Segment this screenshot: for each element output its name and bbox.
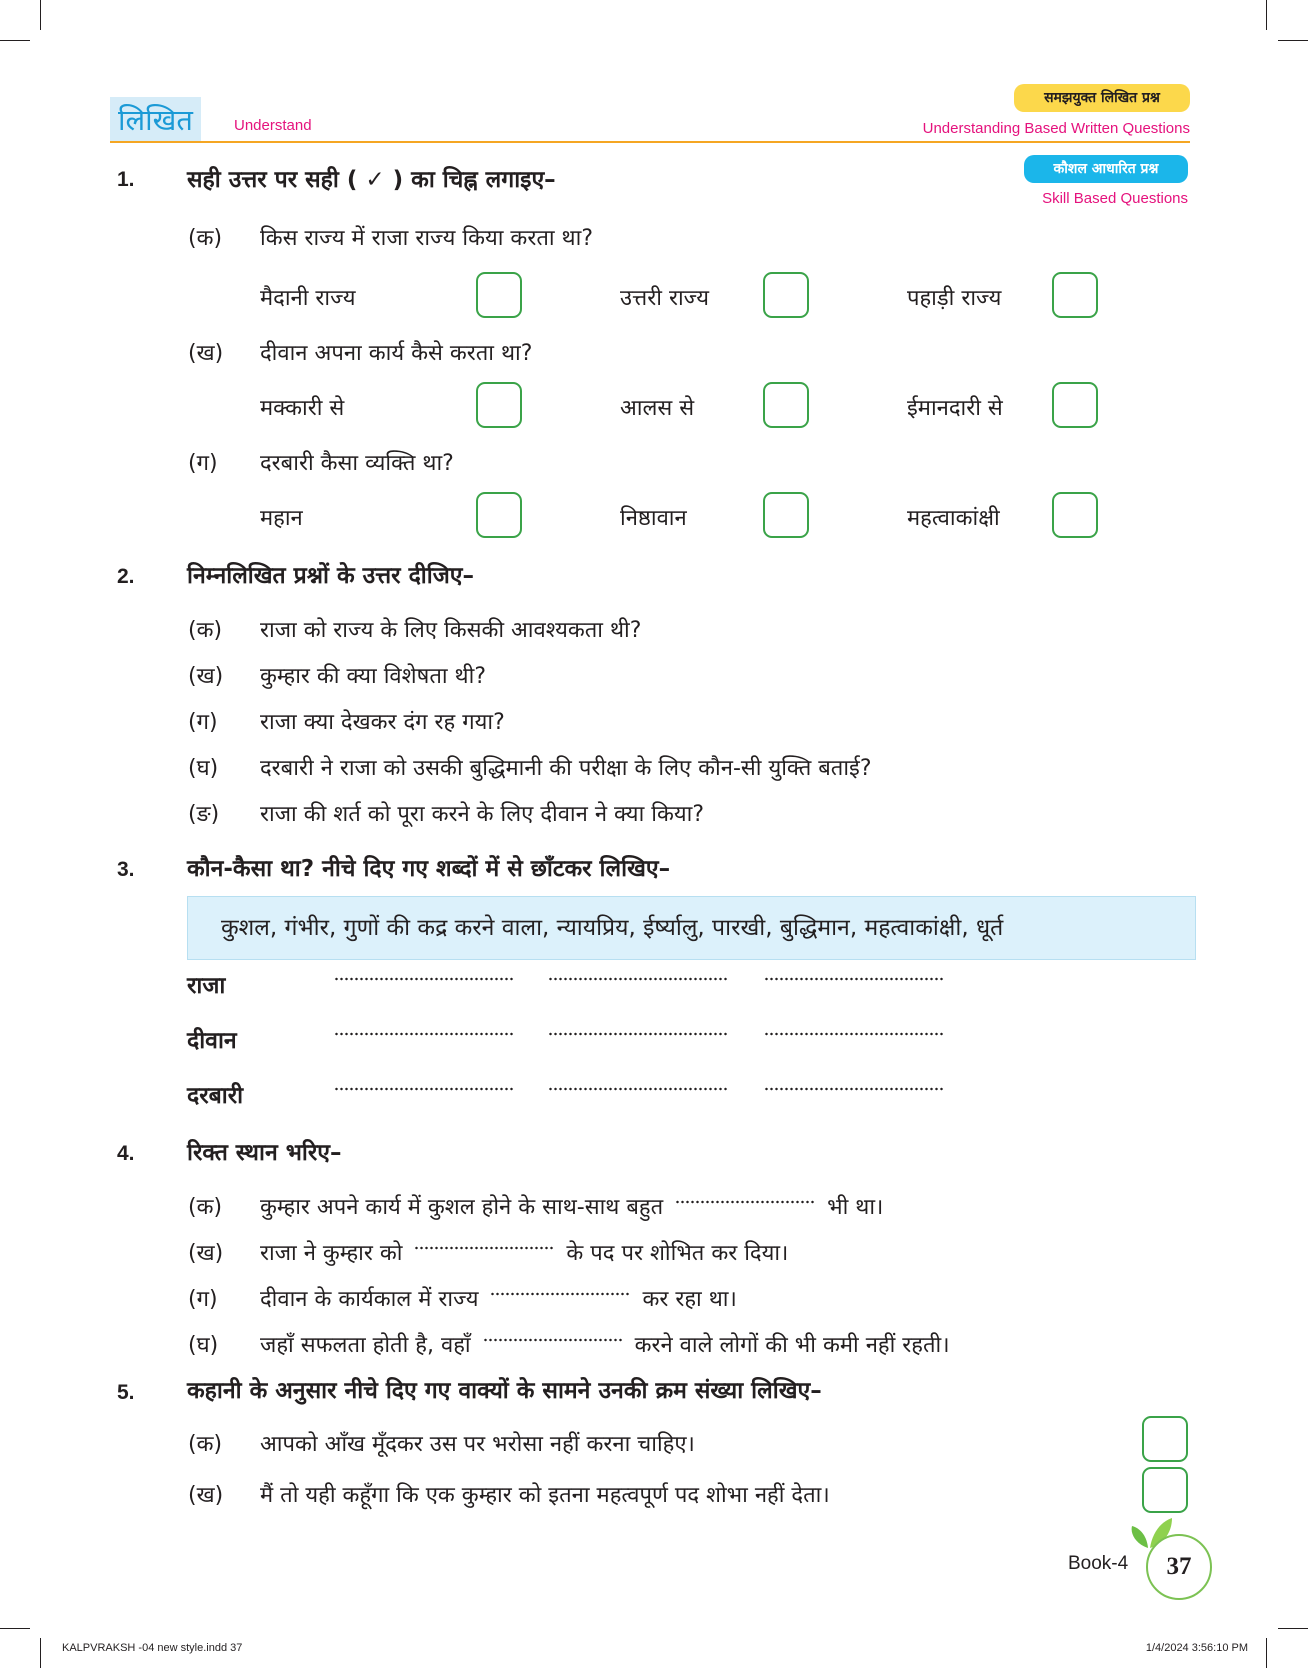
q5-title: कहानी के अनुसार नीचे दिए गए वाक्यों के सामने उनकी क्रम संख्या लिखिए– xyxy=(187,1378,822,1404)
answer-blank[interactable] xyxy=(764,1087,944,1091)
fill-blank[interactable] xyxy=(675,1200,815,1204)
q1-checkbox[interactable] xyxy=(763,382,809,428)
fill-blank[interactable] xyxy=(414,1246,554,1250)
slug-file: KALPVRAKSH -04 new style.indd 37 xyxy=(62,1642,243,1654)
q4-title: रिक्त स्थान भरिए– xyxy=(187,1140,342,1166)
crop-mark-top-left-h xyxy=(0,40,30,41)
q1-item-label: (ख) xyxy=(188,341,224,366)
crop-mark-bottom-left-v xyxy=(40,1638,41,1668)
answer-blank[interactable] xyxy=(334,1032,514,1036)
q2-item-question: कुम्हार की क्या विशेषता थी? xyxy=(260,664,486,689)
q1-item-label: (क) xyxy=(188,226,223,251)
q2-item-question: राजा को राज्य के लिए किसकी आवश्यकता थी? xyxy=(260,618,642,643)
q1-option: महत्वाकांक्षी xyxy=(907,506,1000,531)
crop-mark-bottom-right-v xyxy=(1266,1638,1267,1668)
q1-checkbox[interactable] xyxy=(476,382,522,428)
crop-mark-top-right-h xyxy=(1278,40,1308,41)
q4-sentence-start: कुम्हार अपने कार्य में कुशल होने के साथ-साथ बहुत xyxy=(260,1195,664,1220)
badge-understanding: समझयुक्त लिखित प्रश्न xyxy=(1014,84,1190,112)
answer-blank[interactable] xyxy=(548,1087,728,1091)
answer-blank[interactable] xyxy=(548,1032,728,1036)
q2-item-label: (ख) xyxy=(188,664,224,689)
q4-item-label: (क) xyxy=(188,1195,223,1220)
q1-checkbox[interactable] xyxy=(476,492,522,538)
q1-option: ईमानदारी से xyxy=(907,396,1003,421)
q4-number: 4. xyxy=(117,1142,135,1165)
q1-option: मैदानी राज्य xyxy=(260,286,356,311)
q4-sentence-start: जहाँ सफलता होती है, वहाँ xyxy=(260,1333,471,1358)
badge-skill-caption: Skill Based Questions xyxy=(1042,190,1188,207)
crop-mark-bottom-left-h xyxy=(0,1628,30,1629)
q2-item-question: दरबारी ने राजा को उसकी बुद्धिमानी की परीक्षा के लिए कौन-सी युक्ति बताई? xyxy=(260,756,872,781)
fill-blank[interactable] xyxy=(490,1292,630,1296)
q4-sentence-start: राजा ने कुम्हार को xyxy=(260,1241,403,1266)
answer-blank[interactable] xyxy=(548,977,728,981)
q1-option: महान xyxy=(260,506,303,531)
q4-item-label: (ग) xyxy=(188,1287,218,1312)
order-number-box[interactable] xyxy=(1142,1467,1188,1513)
q1-item-question: दरबारी कैसा व्यक्ति था? xyxy=(260,451,454,476)
answer-blank[interactable] xyxy=(334,1087,514,1091)
q1-number: 1. xyxy=(117,168,135,191)
q4-sentence-end: भी था। xyxy=(827,1195,884,1220)
crop-mark-bottom-right-h xyxy=(1278,1628,1308,1629)
badge-understanding-caption: Understanding Based Written Questions xyxy=(922,120,1190,137)
role-label: दरबारी xyxy=(187,1083,244,1109)
q4-sentence xyxy=(260,1191,883,1221)
crop-mark-top-left-v xyxy=(40,0,41,30)
q4-sentence xyxy=(260,1329,950,1359)
q5-sentence: मैं तो यही कहूँगा कि एक कुम्हार को इतना महत्वपूर्ण पद शोभा नहीं देता। xyxy=(260,1483,830,1508)
q5-item-label: (क) xyxy=(188,1432,223,1457)
q2-item-label: (ङ) xyxy=(188,802,220,827)
slug-timestamp: 1/4/2024 3:56:10 PM xyxy=(1145,1642,1248,1654)
answer-blank[interactable] xyxy=(334,977,514,981)
q4-sentence-end: के पद पर शोभित कर दिया। xyxy=(566,1241,789,1266)
q4-sentence xyxy=(260,1283,737,1313)
q4-sentence-end: कर रहा था। xyxy=(642,1287,737,1312)
role-label: राजा xyxy=(187,973,226,999)
section-subtitle: Understand xyxy=(234,117,312,134)
q1-title: सही उत्तर पर सही ( ✓ ) का चिह्न लगाइए– xyxy=(187,167,556,193)
q2-title: निम्नलिखित प्रश्नों के उत्तर दीजिए– xyxy=(187,563,474,589)
q1-checkbox[interactable] xyxy=(763,272,809,318)
q3-title: कौन-कैसा था? नीचे दिए गए शब्दों में से छाँटकर लिखिए– xyxy=(187,856,671,882)
answer-blank[interactable] xyxy=(764,1032,944,1036)
q1-checkbox[interactable] xyxy=(476,272,522,318)
q2-item-label: (ग) xyxy=(188,710,218,735)
q4-sentence-end: करने वाले लोगों की भी कमी नहीं रहती। xyxy=(634,1333,950,1358)
q1-checkbox[interactable] xyxy=(1052,492,1098,538)
q1-option: आलस से xyxy=(620,396,695,421)
q5-sentence: आपको आँख मूँदकर उस पर भरोसा नहीं करना चाहिए। xyxy=(260,1432,695,1457)
q1-checkbox[interactable] xyxy=(763,492,809,538)
q4-item-label: (घ) xyxy=(188,1333,219,1358)
q1-item-question: किस राज्य में राजा राज्य किया करता था? xyxy=(260,226,593,251)
q2-item-label: (घ) xyxy=(188,756,219,781)
q2-number: 2. xyxy=(117,565,135,588)
page-number: 37 xyxy=(1146,1534,1212,1600)
q1-checkbox[interactable] xyxy=(1052,382,1098,428)
fill-blank[interactable] xyxy=(483,1338,623,1342)
badge-skill: कौशल आधारित प्रश्न xyxy=(1024,155,1188,183)
role-label: दीवान xyxy=(187,1028,237,1054)
q4-sentence-start: दीवान के कार्यकाल में राज्य xyxy=(260,1287,479,1312)
q2-item-question: राजा की शर्त को पूरा करने के लिए दीवान ने क्या किया? xyxy=(260,802,704,827)
q4-sentence xyxy=(260,1237,788,1267)
section-title: लिखित xyxy=(110,97,201,143)
q4-item-label: (ख) xyxy=(188,1241,224,1266)
q1-option: मक्कारी से xyxy=(260,396,345,421)
header-rule xyxy=(110,141,1190,143)
q1-item-label: (ग) xyxy=(188,451,218,476)
answer-blank[interactable] xyxy=(764,977,944,981)
book-label: Book-4 xyxy=(1068,1553,1129,1574)
q3-number: 3. xyxy=(117,858,135,881)
order-number-box[interactable] xyxy=(1142,1416,1188,1462)
q1-option: उत्तरी राज्य xyxy=(620,286,709,311)
crop-mark-top-right-v xyxy=(1266,0,1267,30)
q1-item-question: दीवान अपना कार्य कैसे करता था? xyxy=(260,341,533,366)
q5-item-label: (ख) xyxy=(188,1483,224,1508)
q5-number: 5. xyxy=(117,1381,135,1404)
q2-item-label: (क) xyxy=(188,618,223,643)
word-bank: कुशल, गंभीर, गुणों की कद्र करने वाला, न्यायप्रिय, ईर्ष्यालु, पारखी, बुद्धिमान, महत्वाकांक्षी, धूर्त xyxy=(187,896,1196,960)
q1-option: पहाड़ी राज्य xyxy=(907,286,1002,311)
q2-item-question: राजा क्या देखकर दंग रह गया? xyxy=(260,710,505,735)
q1-option: निष्ठावान xyxy=(620,506,687,531)
q1-checkbox[interactable] xyxy=(1052,272,1098,318)
